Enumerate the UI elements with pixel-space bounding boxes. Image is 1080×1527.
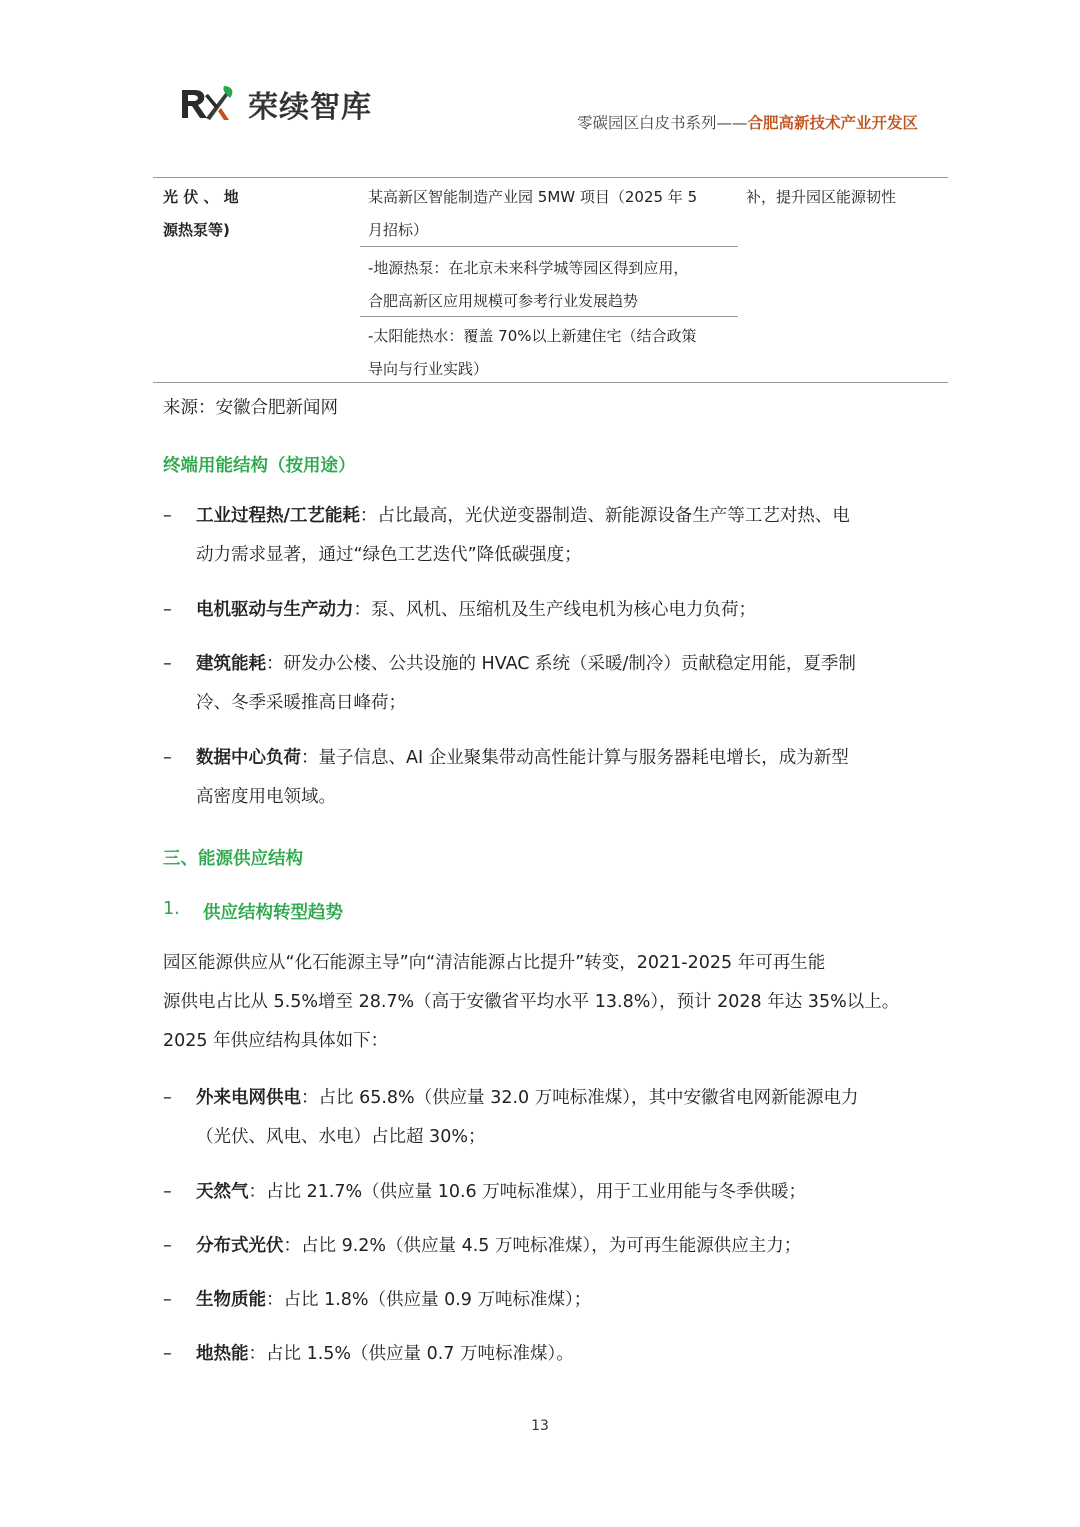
paragraph-line: 源供电占比从 5.5%增至 28.7%（高于安徽省平均水平 13.8%），预计 2028 年达 35%以上。 [163, 992, 900, 1012]
list-item [196, 1173, 936, 1212]
source-note: 来源：安徽合肥新闻网 [163, 398, 338, 418]
series-title [577, 111, 918, 133]
item-term: 分布式光伏 [196, 1236, 284, 1256]
item-term: 地热能 [196, 1344, 249, 1364]
item-text: ：占比最高，光伏逆变器制造、新能源设备生产等工艺对热、电 [359, 506, 850, 526]
section-heading-end-use: 终端用能结构（按用途） [163, 456, 356, 476]
bullet-dash: – [163, 1182, 172, 1202]
item-term: 外来电网供电 [196, 1088, 301, 1108]
example-1-line2: 月招标） [368, 221, 429, 239]
item-text-cont: 动力需求显著，通过“绿色工艺迭代”降低碳强度； [196, 545, 582, 565]
item-text: ：研发办公楼、公共设施的 HVAC 系统（采暖/制冷）贡献稳定用能，夏季制 [266, 654, 856, 674]
item-text: ：占比 21.7%（供应量 10.6 万吨标准煤），用于工业用能与冬季供暖； [248, 1182, 806, 1202]
example-1-line1: 某高新区智能制造产业园 5MW 项目（2025 年 5 [368, 188, 698, 206]
item-term: 电机驱动与生产动力 [196, 600, 354, 620]
rx-leaf-logo-icon [178, 82, 238, 126]
list-item [196, 1281, 936, 1320]
table-effect-cell: 补，提升园区能源韧性 [746, 188, 897, 206]
list-item [196, 739, 936, 817]
bullet-dash: – [163, 748, 172, 768]
example-2-line1: -地源热泵：在北京未来科学城等园区得到应用， [368, 259, 689, 277]
item-text: ：量子信息、AI 企业聚集带动高性能计算与服务器耗电增长，成为新型 [301, 748, 849, 768]
series-prefix: 零碳园区白皮书系列—— [576, 114, 748, 132]
row-header-line1: 光 伏 、 地 [163, 188, 239, 206]
item-term: 数据中心负荷 [196, 748, 301, 768]
paragraph-line: 园区能源供应从“化石能源主导”向“清洁能源占比提升”转变，2021-2025 年可再生能 [163, 953, 826, 973]
table-inner-rule [360, 246, 738, 247]
section-heading-energy-supply: 三、能源供应结构 [163, 849, 303, 869]
list-item [196, 1079, 936, 1157]
item-term: 天然气 [196, 1182, 249, 1202]
item-term: 工业过程热/工艺能耗 [196, 506, 360, 526]
list-item [196, 645, 936, 723]
brand-logo [178, 82, 372, 126]
bullet-dash: – [163, 506, 172, 526]
item-text: ：占比 65.8%（供应量 32.0 万吨标准煤），其中安徽省电网新能源电力 [301, 1088, 859, 1108]
table-inner-rule [360, 316, 738, 317]
bullet-dash: – [163, 1236, 172, 1256]
table-example-3 [368, 320, 697, 386]
item-term: 生物质能 [196, 1290, 266, 1310]
paragraph-line: 2025 年供应结构具体如下： [163, 1031, 389, 1051]
item-text: ：占比 9.2%（供应量 4.5 万吨标准煤），为可再生能源供应主力； [283, 1236, 802, 1256]
subsection-number: 1. [163, 899, 180, 919]
logo-text: 荣续智库 [248, 90, 372, 125]
item-text: ：泵、风机、压缩机及生产线电机为核心电力负荷； [353, 600, 756, 620]
bullet-dash: – [163, 600, 172, 620]
item-text-cont: 高密度用电领域。 [196, 787, 336, 807]
subsection-heading: 供应结构转型趋势 [203, 903, 343, 923]
item-text-cont: 冷、冬季采暖推高日峰荷； [196, 693, 406, 713]
bullet-dash: – [163, 1344, 172, 1364]
table-bottom-rule [153, 382, 948, 383]
table-top-rule [153, 177, 948, 178]
bullet-dash: – [163, 1088, 172, 1108]
page-number: 13 [531, 1418, 549, 1434]
example-3-line2: 导向与行业实践） [368, 360, 489, 378]
list-item [196, 1335, 936, 1374]
list-item [196, 591, 936, 630]
item-term: 建筑能耗 [196, 654, 266, 674]
item-text: ：占比 1.8%（供应量 0.9 万吨标准煤）； [266, 1290, 592, 1310]
table-row-header [163, 181, 239, 247]
table-example-2 [368, 252, 688, 318]
example-2-line2: 合肥高新区应用规模可参考行业发展趋势 [368, 292, 639, 310]
list-item [196, 497, 936, 575]
row-header-line2: 源热泵等) [163, 221, 230, 239]
example-3-line1: -太阳能热水：覆盖 70%以上新建住宅（结合政策 [368, 327, 697, 345]
supply-paragraph [163, 944, 963, 1061]
series-highlight: 合肥高新技术产业开发区 [747, 114, 918, 132]
bullet-dash: – [163, 1290, 172, 1310]
bullet-dash: – [163, 654, 172, 674]
item-text: ：占比 1.5%（供应量 0.7 万吨标准煤）。 [248, 1344, 574, 1364]
list-item [196, 1227, 936, 1266]
item-text-cont: （光伏、风电、水电）占比超 30%； [196, 1127, 486, 1147]
table-example-1 [368, 181, 697, 247]
